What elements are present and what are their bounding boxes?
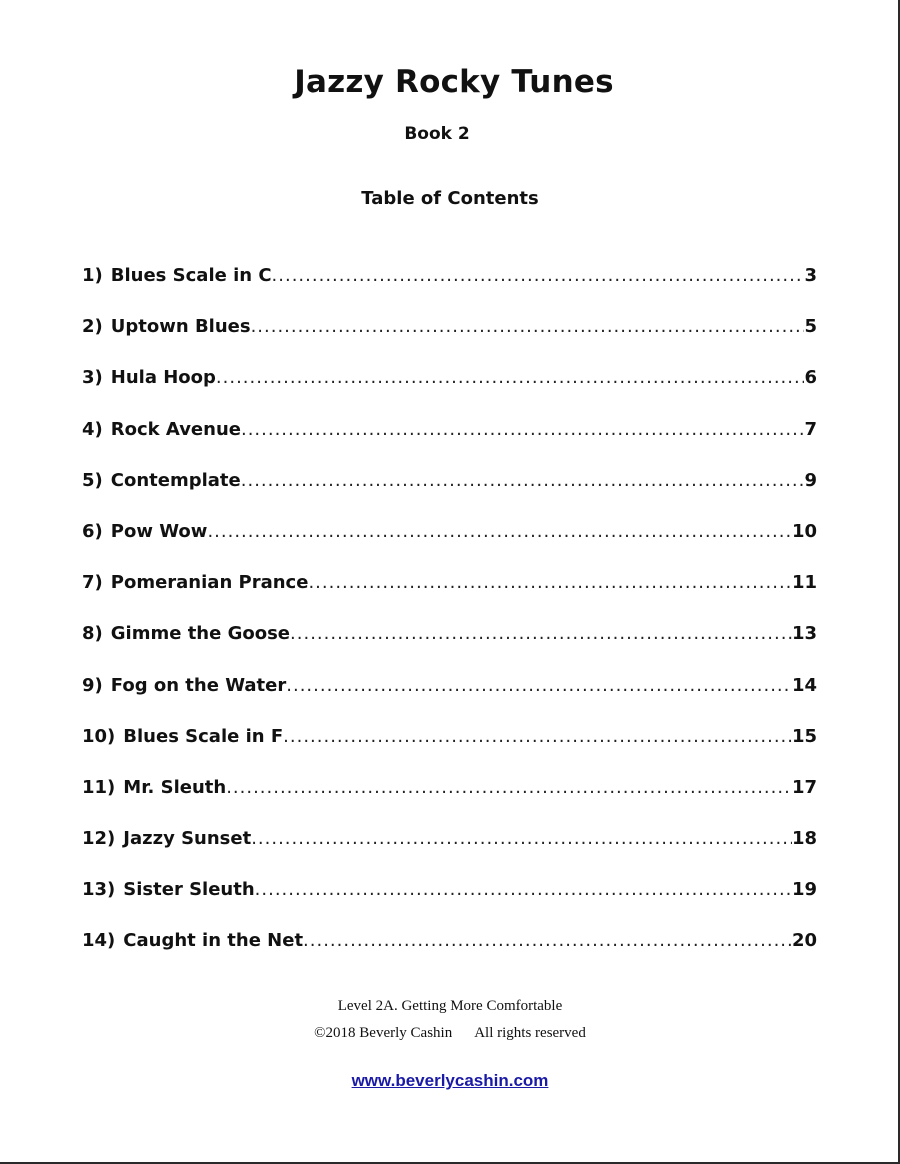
- toc-entry-number: 5): [82, 469, 103, 491]
- toc-entry: [82, 927, 817, 978]
- dot-leader: [283, 723, 792, 751]
- rights-text: All rights reserved: [474, 1025, 586, 1041]
- toc-entry-number: 8): [82, 623, 103, 645]
- toc-entry-number: 3): [82, 367, 103, 389]
- copyright-text: ©2018 Beverly Cashin: [314, 1025, 453, 1041]
- toc-entry: [82, 518, 817, 569]
- toc-entry-number: 4): [82, 418, 103, 440]
- toc-entry-page: 19: [791, 879, 817, 901]
- toc-entry-number: 14): [82, 930, 116, 952]
- toc-entry-number: 12): [82, 828, 116, 850]
- dot-leader: [272, 262, 805, 290]
- dot-leader: [216, 364, 805, 392]
- toc-entry-title: Fog on the Water: [110, 674, 287, 696]
- toc-entry-page: 15: [791, 725, 817, 747]
- toc-entry: [82, 672, 817, 723]
- dot-leader: [303, 927, 792, 955]
- toc-entry-title: Mr. Sleuth: [123, 776, 227, 798]
- toc-entry-page: 14: [791, 674, 817, 696]
- website-line: [0, 1071, 900, 1091]
- dot-leader: [290, 620, 792, 648]
- toc-entry-number: 9): [82, 674, 103, 696]
- toc-entry-title: Hula Hoop: [110, 367, 216, 389]
- toc-heading: Table of Contents: [361, 188, 539, 209]
- toc-entry-page: 10: [791, 520, 817, 542]
- toc-entry-number: 11): [82, 776, 116, 798]
- dot-leader: [241, 467, 805, 495]
- toc-entry-number: 6): [82, 520, 103, 542]
- dot-leader: [226, 774, 792, 802]
- toc-entry-number: 13): [82, 879, 116, 901]
- toc-entry-page: 6: [804, 367, 817, 389]
- dot-leader: [207, 518, 792, 546]
- toc-entry-number: 2): [82, 316, 103, 338]
- toc-entry: [82, 313, 817, 364]
- dot-leader: [255, 876, 792, 904]
- toc-entry: [82, 262, 817, 313]
- dot-leader: [251, 825, 792, 853]
- document-subtitle: Book 2: [404, 124, 470, 144]
- toc-entry-title: Uptown Blues: [110, 316, 251, 338]
- toc-entry-page: 5: [804, 316, 817, 338]
- toc-entry: [82, 416, 817, 467]
- toc-entry: [82, 774, 817, 825]
- toc-entry: [82, 620, 817, 671]
- toc-entry-page: 17: [791, 776, 817, 798]
- toc-entry: [82, 723, 817, 774]
- toc-entry: [82, 569, 817, 620]
- toc-entry-number: 7): [82, 572, 103, 594]
- toc-entry-title: Pomeranian Prance: [110, 572, 309, 594]
- document-title: Jazzy Rocky Tunes: [294, 64, 614, 100]
- table-of-contents: [82, 262, 817, 979]
- toc-entry-page: 9: [804, 469, 817, 491]
- toc-entry-page: 11: [791, 572, 817, 594]
- toc-entry-number: 10): [82, 725, 116, 747]
- toc-entry: [82, 467, 817, 518]
- toc-entry-page: 7: [804, 418, 817, 440]
- toc-entry-title: Jazzy Sunset: [123, 828, 252, 850]
- toc-entry-title: Blues Scale in C: [110, 265, 272, 286]
- toc-entry-title: Rock Avenue: [110, 418, 241, 440]
- toc-entry-page: 20: [791, 930, 817, 952]
- toc-entry-page: 18: [791, 828, 817, 850]
- website-link[interactable]: www.beverlycashin.com: [351, 1071, 549, 1090]
- dot-leader: [286, 672, 792, 700]
- toc-entry-title: Blues Scale in F: [123, 725, 284, 747]
- toc-entry-page: 13: [791, 623, 817, 645]
- toc-entry-number: 1): [82, 265, 103, 286]
- toc-entry-title: Sister Sleuth: [123, 879, 255, 901]
- toc-entry-title: Pow Wow: [110, 520, 208, 542]
- toc-entry-title: Caught in the Net: [123, 930, 304, 952]
- toc-entry: [82, 364, 817, 415]
- toc-entry-title: Gimme the Goose: [110, 623, 291, 645]
- dot-leader: [308, 569, 792, 597]
- dot-leader: [241, 416, 805, 444]
- level-line: Level 2A. Getting More Comfortable: [337, 998, 563, 1014]
- toc-entry-title: Contemplate: [110, 469, 241, 491]
- toc-entry-page: 3: [804, 265, 817, 286]
- toc-entry: [82, 825, 817, 876]
- dot-leader: [251, 313, 805, 341]
- copyright-line: [0, 1025, 900, 1042]
- toc-entry: [82, 876, 817, 927]
